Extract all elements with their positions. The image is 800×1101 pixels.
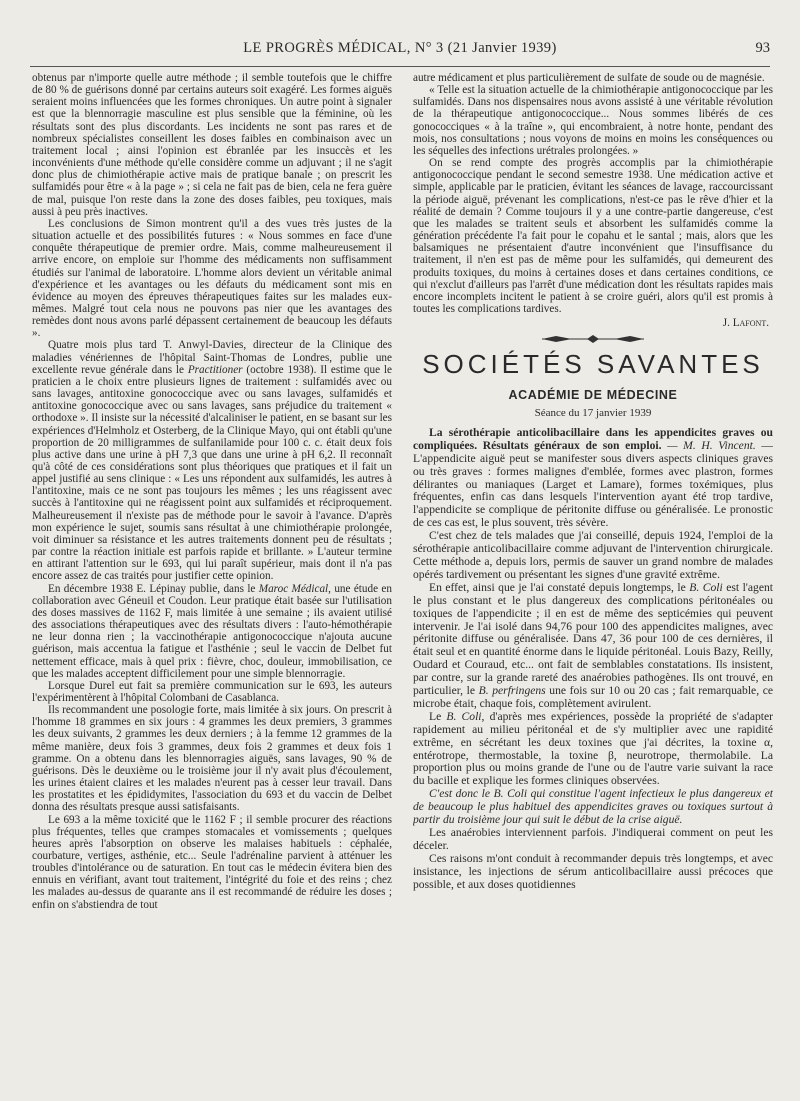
paragraph: Lorsque Durel eut fait sa première communication sur le 693, les auteurs l'expérimentèrent à l'hôpital Colombani de Casablanca. bbox=[32, 679, 392, 704]
paragraph: Quatre mois plus tard T. Anwyl-Davies, directeur de la Clinique des maladies vénériennes de l'hôpital Saint-Thomas de Londres, publie une excellente revue générale dans le Practitioner (octobre 1938). Il estime que le praticien a le choix entre plusieurs lignes de traitement : sulfamidés avec ou sans lavages, antitoxine gonococcique avec ou sans lavages, sulfamidés et antitoxine gonococcique avec ou sans lavages, sans préjudice du traitement « orthodoxe ». Il insiste sur la nécessité d'alcaliniser le patient, en se basant sur les expériences d'Helmholz et Osterberg, de la Clinique Mayo, qui ont établi qu'une proportion de 20 milligrammes de sulfanilamide pour 100 c. c. était deux fois plus active dans une urine à pH 7,3 que dans une urine à pH 6,2. Il reconnaît qu'à côté de ces considérations sont plus théoriques que pratiques et il fait un appel justifié au sens clinique : « Les uns répondent aux sulfamidés, les autres à l'antitoxine, mais ce ne sont pas toujours les mêmes ; les uns réagissent avec succès à l'antitoxine qui ne réagissent point aux sulfamidés et réciproquement. Malheureusement il n'existe pas de méthode pour le savoir à l'avance. D'après mon expérience le sujet, soumis sans résultat à une chimiothérapie prolongée, voit diminuer sa résistance et les autres traitements donnent peu de résultats ; par contre la réaction initiale est parfois rapide et brillante. » L'auteur termine en attirant l'attention sur le 693, qui lui paraît supérieur, mais dont il n'a pas encore assez de cas traités pour justifier cette opinion. bbox=[32, 339, 392, 583]
right-column bbox=[413, 72, 773, 1095]
paragraph: En effet, ainsi que je l'ai constaté depuis longtemps, le B. Coli est l'agent le plus constant et le plus dangereux des complications péritonéales ou toxiques de l'appendicite ; il en est de même des septicémies qui peuvent intervenir. Je l'ai isolé dans 94,76 pour 100 des appendicites malignes, avec péritonite diffuse ou généralisée. Dans 47, 36 pour 100 de ces dernières, il était seul et en quantité énorme dans le liquide péritonéal. Louis Bazy, Reilly, Oudard et Couraud, etc... ont fait de semblables constatations. Ils insistent, par contre, sur la grande rareté des anaérobies pathogènes. Ils ont trouvé, en particulier, le B. perfringens une fois sur 10 ou 20 cas ; fait remarquable, ce microbe était, chaque fois, complètement avirulent. bbox=[413, 580, 773, 710]
divider-ornament-icon bbox=[538, 333, 648, 345]
paragraph: Ils recommandent une posologie forte, mais limitée à six jours. On prescrit à l'homme 18 grammes en six jours : 4 grammes les deux premiers, 3 grammes les deux suivants, 2 grammes les deux derniers ; à la femme 12 grammes de la même manière, deux fois 3 grammes, deux fois 2 grammes et deux fois 1 gramme. On a obtenu dans les blennorragies aiguës, sans lavages, 90 % de guérisons. Dès le deuxième ou le troisième jour il n'y avait plus d'écoulement, les urines étaient claires et les malades n'eurent pas à cesser leur travail. Dans les prostatites et les épididymites, l'association du 693 et du vaccin de Delbet donna des résultats presque aussi satisfaisants. bbox=[32, 704, 392, 814]
author-signature: J. Lafont. bbox=[722, 317, 769, 330]
section-divider-ornament bbox=[413, 333, 773, 348]
section-title: SOCIÉTÉS SAVANTES bbox=[422, 349, 764, 380]
running-header bbox=[30, 40, 770, 62]
communication-author: — M. H. Vincent. bbox=[667, 438, 756, 452]
paragraph: Ces raisons m'ont conduit à recommander depuis très longtemps, et avec insistance, les injections de sérum anticolibacillaire aussi précoces que possible, et aux doses quotidiennes bbox=[413, 851, 773, 891]
paragraph: « Telle est la situation actuelle de la chimiothérapie antigonococcique par les sulfamidés. Dans nos dispensaires nous avons assisté à une véritable révolution de la thérapeutique antigonococcique... Nous sommes libérés de ces gonococciques « à la traîne », qui encombraient, à notre honte, pendant des mois, nos consultations ; nous voyons de moins en moins les conséquences ou les séquelles des infections urétrales prolongées. » bbox=[413, 84, 773, 157]
paragraph: C'est chez de tels malades que j'ai conseillé, depuis 1924, l'emploi de la sérothérapie anticolibacillaire comme adjuvant de l'intervention chirurgicale. Cette méthode a, depuis lors, permis de sauver un grand nombre de malades opérés tardivement ou présentant les signes d'une gravité extrême. bbox=[413, 529, 773, 581]
paragraph: La sérothérapie anticolibacillaire dans les appendicites graves ou compliquées. Résultats généraux de son emploi. — M. H. Vincent. — L'appendicite aiguë peut se manifester sous divers aspects cliniques graves ou très graves : formes malignes d'emblée, formes avec plastron, formes délirantes ou maniaques (Larget et Lamare), formes toxémiques, plus fréquentes, enfin cas dans lesquels l'intervention ayant été trop tardive, l'appendicite se complique de péritonite diffuse ou généralisée. Le pronostic de ces cas est, le plus souvent, très sévère. bbox=[413, 425, 773, 530]
paragraph: En décembre 1938 E. Lépinay publie, dans le Maroc Médical, une étude en collaboration avec Géneuil et Coudon. Leur pratique était basée sur l'utilisation des doses massives de 1162 F, mais limitée à une semaine ; ils avaient utilisé des associations thérapeutiques avec des résultats divers : l'auto-hémothérapie ne leur donna rien ; la vaccinothérapie antigonococcique n'ajouta aucune guérison, mais accentua la fatigue et l'asthénie ; seul le vaccin de Delbet fut nettement efficace, mais à quel prix : fièvre, choc, douleur, immobilisation, ce que les malades acceptent difficilement pour une simple blennorragie. bbox=[32, 582, 392, 680]
paragraph: Les conclusions de Simon montrent qu'il a des vues très justes de la situation actuelle et des possibilités futures : « Nous sommes en face d'une conquête thérapeutique de premier ordre. Mais, comme malheureusement il arrive encore, on emploie sur l'homme des médicaments non suffisamment étudiés sur l'animal de laboratoire. L'homme alors devient un véritable animal d'expérience et les avantages ou les défauts du médicament sont mis en évidence au moyen des épreuves thérapeutiques faites sur les malades eux-mêmes. Malgré tout cela nous ne pouvons pas nier que les avantages des remèdes dont nous avons parlé dépassent certainement de beaucoup les défauts ». bbox=[32, 217, 392, 340]
academy-heading: ACADÉMIE DE MÉDECINE bbox=[508, 387, 678, 402]
session-date: Séance du 17 janvier 1939 bbox=[534, 406, 652, 419]
paragraph: Les anaérobies interviennent parfois. J'indiquerai comment on peut les déceler. bbox=[413, 826, 773, 852]
running-title: LE PROGRÈS MÉDICAL, N° 3 (21 Janvier 1939) bbox=[243, 40, 557, 56]
communication-title: La sérothérapie anticolibacillaire dans les appendicites graves ou compliquées. Résultats généraux de son emploi. bbox=[413, 425, 773, 452]
paragraph: obtenus par n'importe quelle autre méthode ; il semble toutefois que le chiffre de 80 % de guérisons donné par certains auteurs soit exagéré. Les formes aiguës seraient moins influencées que les formes chroniques. Un autre point à signaler est que la blennorragie masculine est plus sensible que la féminine, où les résultats sont des plus discordants. Les incidents ne sont pas rares et de nombreux spécialistes conseillent les doses faibles en combinaison avec un traitement local ; ainsi l'opinion est ébranlée par les insuccès et les inconvénients d'une méthode qu'elle considère comme un adjuvant ; il ne s'agit donc plus de chimiothérapie active mais de pratique banale ; on prescrit les sulfamidés pour être « à la page » ; si cela ne fait pas de bien, cela ne fera guère de mal, puisque l'on reste dans la zone des doses faibles, peu toxiques, mais aussi à peu près inactives. bbox=[32, 72, 392, 218]
communication-text bbox=[413, 427, 773, 892]
paragraph: Le B. Coli, d'après mes expériences, possède la propriété de s'adapter rapidement au milieu péritonéal et de s'y multiplier avec une rapidité extrême, en sécrétant les deux toxines que j'ai décrites, la toxine α, entérotrope, thermostable, la toxine β, neurotrope, thermolabile. La proportion plus ou moins grande de l'une ou de l'autre varie suivant la race du bacille et explique les formes cliniques observées. bbox=[413, 709, 773, 788]
header-rule bbox=[30, 66, 770, 67]
journal-name: Practitioner bbox=[187, 363, 243, 376]
journal-name: Maroc Médical bbox=[258, 582, 329, 595]
paragraph: On se rend compte des progrès accomplis par la chimiothérapie antigonococcique pendant le second semestre 1938. Une médication active et simple, applicable par le praticien, évitant les séances de lavage, raccourcissant la période aiguë, prévenant les complications, n'est-ce pas le rêve d'hier et la réalité de demain ? Comme toujours il y a une contre-partie dangereuse, c'est que les malades se traitent seuls et absorbent les sulfamidés comme la génération précédente l'a fait pour le copahu et le santal ; mais, alors que les balsamiques ne présentaient d'autre inconvénient que l'insuffisance du traitement, il n'en est pas de même pour les sulfamidés, qui demeurent des produits toxiques, du moins à certaines doses et dans certaines conditions, ce qui n'exclut d'ailleurs pas l'arrêt d'une médication dont les résultats rapides mais encore incomplets incitent le patient à se croire guéri, alors qu'il est promis à toutes les complications tardives. bbox=[413, 157, 773, 315]
paragraph: Le 693 a la même toxicité que le 1162 F ; il semble procurer des réactions plus fréquentes, telles que crampes stomacales et vomissements ; quelques heures après l'absorption on observe les malaises habituels : céphalée, courbature, vertiges, asthénie, etc... Seule l'adrénaline parvient à atténuer les troubles d'intolérance ou de saturation. En tout cas le médecin évitera bien des ennuis en vérifiant, avant tout traitement, l'intégrité du foie et des reins ; chez les malades au-dessus de quarante ans il est recommandé de réduire les doses ; enfin on s'abstiendra de tout bbox=[32, 813, 392, 911]
paragraph: autre médicament et plus particulièrement de sulfate de soude ou de magnésie. bbox=[413, 72, 765, 84]
left-column bbox=[32, 72, 392, 1095]
paragraph: C'est donc le B. Coli qui constitue l'agent infectieux le plus dangereux et de beaucoup le plus habituel des appendicites graves ou toxiques surtout à partir du troisième jour qui suit le début de la crise aiguë. bbox=[413, 787, 773, 827]
page-number: 93 bbox=[755, 40, 770, 56]
